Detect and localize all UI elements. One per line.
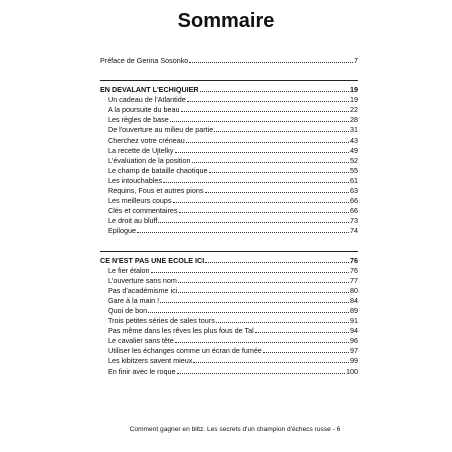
- toc-section-label: CE N'EST PAS UNE ECOLE ICI: [100, 255, 205, 265]
- dot-leader: [151, 272, 349, 273]
- toc-entry: [100, 316, 358, 326]
- toc-entry-label: En finir avec le roque: [108, 366, 176, 376]
- toc-entry-page: 7: [354, 56, 358, 65]
- dot-leader: [148, 312, 349, 313]
- toc-entry-page: 80: [350, 285, 358, 295]
- toc-entry-label: L'évaluation de la position: [108, 155, 191, 165]
- toc-entry: [100, 326, 358, 336]
- toc-section-page: 76: [350, 255, 358, 265]
- toc-entry-page: 22: [350, 105, 358, 115]
- toc-entry-page: 76: [350, 265, 358, 275]
- toc-entry-page: 43: [350, 135, 358, 145]
- toc-entry-label: De l'ouverture au milieu de partie: [108, 125, 214, 135]
- dot-leader: [163, 182, 349, 183]
- toc-entry-page: 19: [350, 95, 358, 105]
- toc-entry: [100, 196, 358, 206]
- toc-entry: [100, 186, 358, 196]
- toc-entry: [100, 356, 358, 366]
- toc-entry-page: 77: [350, 275, 358, 285]
- toc-entry-label: Pas d'académisme ici: [108, 285, 178, 295]
- toc-entry: [100, 266, 358, 276]
- toc-entry: [100, 166, 358, 176]
- toc-entry-page: 84: [350, 295, 358, 305]
- toc-entry-label: A la poursuite du beau: [108, 105, 180, 115]
- dot-leader: [193, 362, 349, 363]
- dot-leader: [187, 101, 349, 102]
- toc-section-page: 19: [350, 85, 358, 95]
- toc-entry: [100, 226, 358, 236]
- toc-entry-page: 96: [350, 336, 358, 346]
- toc-entry-label: Pas même dans les rêves les plus fous de Tal: [108, 326, 254, 336]
- toc-entry-label: Epilogue: [108, 226, 136, 236]
- dot-leader: [209, 172, 350, 173]
- toc-entry-page: 28: [350, 115, 358, 125]
- toc-entry-page: 66: [350, 196, 358, 206]
- toc-entry: [100, 176, 358, 186]
- toc-entry-label: Les kibitzers savent mieux: [108, 356, 193, 366]
- toc-entry-label: Les meilleurs coups: [108, 196, 172, 206]
- toc-entry: [100, 95, 358, 105]
- toc-entry-label: Le fier étalon: [108, 265, 150, 275]
- dot-leader: [200, 91, 349, 92]
- toc-entry: [100, 125, 358, 135]
- dot-leader: [170, 121, 349, 122]
- toc-entry: [100, 306, 358, 316]
- toc-entry-label: Requins, Fous et autres pions: [108, 186, 204, 196]
- section-divider: [100, 80, 358, 81]
- dot-leader: [160, 302, 349, 303]
- page-footer: Comment gagner en blitz. Les secrets d'un champion d'échecs russe - 6: [129, 426, 341, 433]
- toc-entry-label: Gare à la main !: [108, 295, 160, 305]
- toc-entry: [100, 216, 358, 226]
- toc-entry: [100, 296, 358, 306]
- toc-entry-page: 91: [350, 316, 358, 326]
- toc-entry-label: Les règles de base: [108, 115, 169, 125]
- toc-entry-label: Cherchez votre créneau: [108, 135, 185, 145]
- toc-entry: [100, 105, 358, 115]
- dot-leader: [205, 192, 350, 193]
- toc-entry-page: 89: [350, 305, 358, 315]
- toc-entry-label: Les intouchables: [108, 175, 162, 185]
- dot-leader: [205, 262, 349, 263]
- dot-leader: [186, 142, 349, 143]
- toc-section-heading: [100, 85, 358, 95]
- dot-leader: [181, 111, 349, 112]
- dot-leader: [137, 232, 349, 233]
- toc-entry-label: Un cadeau de l'Atlantide: [108, 95, 186, 105]
- page-title: Sommaire: [177, 10, 275, 32]
- dot-leader: [173, 202, 349, 203]
- toc-entry-page: 55: [350, 165, 358, 175]
- dot-leader: [158, 222, 349, 223]
- toc-entry-label: Utiliser les échanges comme un écran de fumée: [108, 346, 262, 356]
- toc-entry-page: 74: [350, 226, 358, 236]
- dot-leader: [189, 62, 353, 63]
- dot-leader: [178, 282, 349, 283]
- toc-entry: [100, 276, 358, 286]
- toc-entry: [100, 336, 358, 346]
- dot-leader: [175, 152, 349, 153]
- dot-leader: [214, 131, 349, 132]
- toc-entry-page: 100: [346, 366, 358, 376]
- toc-entry: [100, 156, 358, 166]
- dot-leader: [192, 162, 350, 163]
- toc-entry: [100, 367, 358, 377]
- toc-entry-label: Trois petites séries de sales tours: [108, 316, 215, 326]
- toc-section-heading: [100, 256, 358, 266]
- toc-entry-page: 31: [350, 125, 358, 135]
- toc-entry: [100, 286, 358, 296]
- toc-entry-label: Le champ de bataille chaotique: [108, 165, 208, 175]
- toc-entry-page: 97: [350, 346, 358, 356]
- toc-entry-page: 99: [350, 356, 358, 366]
- toc-entry-label: Le cavalier sans tête: [108, 336, 174, 346]
- dot-leader: [178, 292, 349, 293]
- toc-entry-page: 66: [350, 206, 358, 216]
- dot-leader: [179, 212, 349, 213]
- toc-entry: [100, 115, 358, 125]
- table-of-contents: [100, 56, 358, 377]
- toc-entry-page: 73: [350, 216, 358, 226]
- toc-entry: [100, 136, 358, 146]
- toc-entry: [100, 146, 358, 156]
- toc-entry-label: Préface de Genna Sosonko: [100, 56, 189, 65]
- toc-entry-preface: [100, 56, 358, 66]
- toc-entry-label: Quoi de bon: [108, 305, 148, 315]
- toc-entry: [100, 346, 358, 356]
- dot-leader: [175, 342, 349, 343]
- toc-entry-label: L'ouverture sans nom: [108, 275, 177, 285]
- toc-entry-label: Le droit au bluff: [108, 216, 158, 226]
- toc-section-items: [100, 95, 358, 236]
- toc-entry: [100, 206, 358, 216]
- toc-entry-page: 49: [350, 145, 358, 155]
- section-divider: [100, 251, 358, 252]
- dot-leader: [177, 373, 345, 374]
- toc-entry-page: 61: [350, 175, 358, 185]
- dot-leader: [216, 322, 349, 323]
- toc-entry-label: La recette de Ujtelky: [108, 145, 174, 155]
- dot-leader: [255, 332, 349, 333]
- dot-leader: [263, 352, 349, 353]
- toc-entry-page: 94: [350, 326, 358, 336]
- toc-entry-page: 52: [350, 155, 358, 165]
- toc-entry-page: 63: [350, 186, 358, 196]
- toc-section-label: EN DEVALANT L'ECHIQUIER: [100, 85, 199, 95]
- toc-entry-label: Clés et commentaires: [108, 206, 178, 216]
- toc-section-items: [100, 266, 358, 377]
